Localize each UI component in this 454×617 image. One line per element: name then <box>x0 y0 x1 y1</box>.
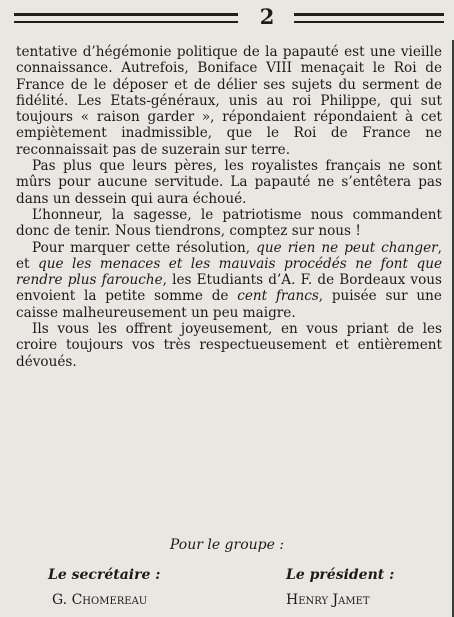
text-run: L’honneur, la sagesse, le patriotisme nous commandent donc de tenir. Nous tiendrons, comptez sur nous ! <box>16 206 442 240</box>
article-paragraph <box>16 240 442 321</box>
article-paragraph <box>16 44 442 158</box>
signature-intro: Pour le groupe : <box>169 537 285 553</box>
article-body <box>16 44 442 370</box>
text-run: , les Etudiants d’A. F. de Bordeaux vous envoient la petite somme de <box>16 272 442 305</box>
text-run: Pour marquer cette résolution, <box>32 239 257 256</box>
header-rule-right <box>294 13 444 23</box>
president-label: Le président : <box>286 567 395 583</box>
italic-text: que rien ne peut changer <box>256 239 438 256</box>
text-run: Ils vous les offrent joyeusement, en vous priant de les croire toujours vos très respectueusement et entièrement dévoués. <box>16 321 442 370</box>
page-header <box>0 4 454 30</box>
secretary-label: Le secrétaire : <box>48 567 161 583</box>
article-paragraph <box>16 158 442 207</box>
text-run: , et <box>16 239 442 272</box>
italic-text: cent francs <box>237 288 319 305</box>
text-run: tentative d’hégémonie politique de la papauté est une vieille connaissance. Autrefois, Boniface VIII menaçait le Roi de France de le déposer et de délier ses sujets du serment de fidélité. Les Etats-généraux, unis au roi Philippe, qui sut toujours « raison garder », répondaient répondaient à cet empiètement inadmissible, que le Roi de France ne reconnaissait pas de suzerain sur terre. <box>16 44 442 158</box>
header-rule-left <box>14 13 238 23</box>
text-run: Pas plus que leurs pères, les royalistes français ne sont mûrs pour aucune servitude. La papauté ne s’entêtera pas dans un dessein qui aura échoué. <box>16 158 442 207</box>
secretary-name: G. Chomereau <box>52 592 148 608</box>
italic-text: que les menaces et les mauvais procédés ne font que rendre plus farouche <box>16 255 442 289</box>
text-run: , puisée sur une caisse malheureusement un peu maigre. <box>16 288 442 321</box>
page-number: 2 <box>259 4 275 29</box>
president-name: Henry Jamet <box>286 592 370 608</box>
article-paragraph <box>16 321 442 370</box>
article-paragraph <box>16 207 442 240</box>
